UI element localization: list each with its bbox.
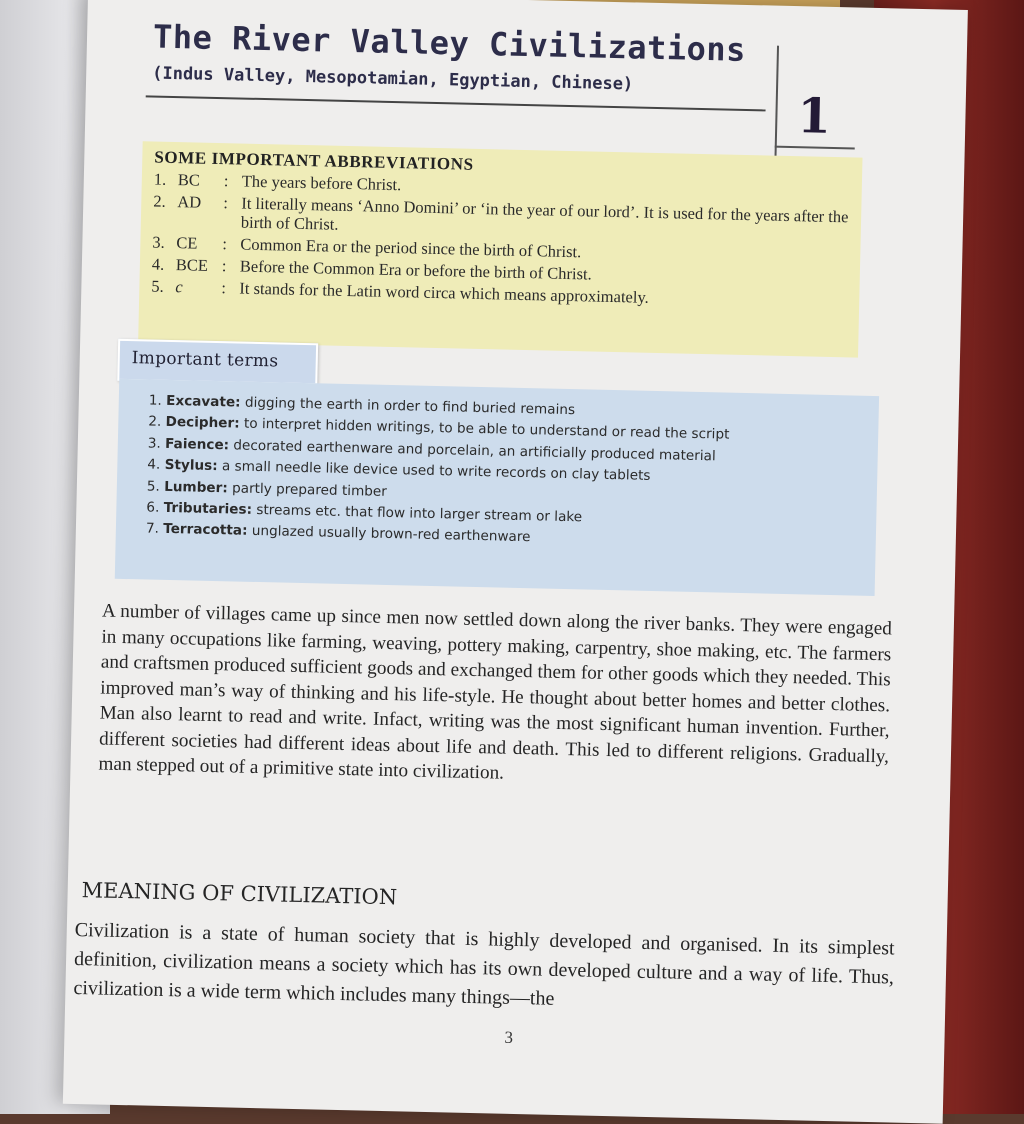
title-underline bbox=[146, 95, 766, 111]
term-word: Tributaries: bbox=[163, 499, 253, 518]
term-definition: digging the earth in order to find buried remains bbox=[244, 394, 576, 419]
term-number: 5. bbox=[146, 478, 161, 495]
abbreviation-separator: : bbox=[221, 278, 227, 298]
term-number: 4. bbox=[147, 456, 161, 473]
abbreviation-meaning: The years before Christ. bbox=[241, 171, 402, 195]
abbreviations-list bbox=[151, 170, 854, 315]
term-number: 3. bbox=[147, 435, 162, 452]
abbreviation-term: BC bbox=[177, 170, 201, 190]
term-definition: partly prepared timber bbox=[231, 479, 388, 500]
term-definition: decorated earthenware and porcelain, an artificially produced material bbox=[233, 437, 716, 465]
section-paragraph: Civilization is a state of human society that is highly developed and organised. In its simplest definition, civilization means a society which has its own developed culture and a way of life. Thus, civilization is a wide term which includes many things—the bbox=[73, 918, 895, 1010]
abbreviation-meaning: It literally means ‘Anno Domini’ or ‘in the year of our lord’. It is used for the years after the birth of Christ. bbox=[240, 193, 849, 234]
term-word: Decipher: bbox=[165, 414, 240, 432]
term-word: Lumber: bbox=[164, 478, 228, 496]
abbreviation-number: 2. bbox=[153, 191, 166, 211]
abbreviation-number: 1. bbox=[153, 169, 167, 189]
abbreviation-separator: : bbox=[222, 234, 228, 254]
term-word: Terracotta: bbox=[163, 521, 248, 540]
term-definition: to interpret hidden writings, to be able to understand or read the script bbox=[243, 416, 730, 444]
abbreviation-term: CE bbox=[176, 233, 198, 253]
term-number: 1. bbox=[148, 392, 162, 409]
term-definition: streams etc. that flow into larger stream or lake bbox=[256, 501, 583, 526]
chapter-title: The River Valley Civilizations bbox=[152, 17, 747, 69]
abbreviation-meaning: Common Era or the period since the birth of Christ. bbox=[240, 234, 582, 262]
abbreviation-number: 5. bbox=[151, 276, 165, 296]
page-number: 3 bbox=[504, 1027, 514, 1047]
important-terms-tag bbox=[117, 339, 318, 386]
term-definition: unglazed usually brown-red earthenware bbox=[251, 523, 531, 546]
term-word: Excavate: bbox=[165, 392, 241, 411]
chapter-subtitle: (Indus Valley, Mesopotamian, Egyptian, Chinese) bbox=[152, 63, 634, 95]
important-terms-box bbox=[115, 379, 879, 596]
abbreviation-term: c bbox=[175, 277, 183, 297]
abbreviation-number: 3. bbox=[152, 232, 165, 252]
book-page bbox=[63, 0, 968, 1124]
abbreviation-term: BCE bbox=[175, 255, 209, 275]
body-paragraph: A number of villages came up since men now settled down along the river banks. They were engaged in many occupations like farming, weaving, pottery making, carpentry, shoe making, etc. The farmers and craftsmen produced sufficient goods and exchanged them for other goods which they needed. This improved man’s way of thinking and his life-style. He thought about better homes and better clothes. Man also learnt to read and write. Infact, writing was the most significant human invention. Further, different societies had different ideas about life and death. This led to different religions. Gradually, man stepped out of a primitive state into civilization. bbox=[98, 600, 893, 784]
abbreviation-number: 4. bbox=[151, 254, 165, 274]
term-number: 2. bbox=[148, 413, 162, 431]
abbreviation-term: AD bbox=[177, 192, 202, 212]
term-word: Stylus: bbox=[164, 457, 218, 475]
abbreviation-meaning: It stands for the Latin word circa which means approximately. bbox=[239, 278, 649, 307]
term-definition: a small needle like device used to write records on clay tablets bbox=[221, 458, 651, 485]
section-heading: MEANING OF CIVILIZATION bbox=[81, 878, 398, 910]
abbreviation-separator: : bbox=[221, 256, 227, 276]
term-number: 6. bbox=[146, 499, 160, 516]
abbreviation-meaning: Before the Common Era or before the birth of Christ. bbox=[239, 256, 592, 284]
chapter-divider-horizontal bbox=[775, 146, 855, 150]
term-number: 7. bbox=[145, 520, 160, 538]
abbreviations-heading: SOME IMPORTANT ABBREVIATIONS bbox=[154, 147, 474, 174]
term-word: Faience: bbox=[164, 435, 230, 454]
abbreviations-box bbox=[138, 141, 862, 357]
important-terms-heading: Important terms bbox=[131, 348, 279, 372]
abbreviation-separator: : bbox=[223, 171, 229, 191]
chapter-number: 1 bbox=[796, 88, 832, 145]
abbreviation-separator: : bbox=[223, 193, 229, 213]
important-terms-list bbox=[146, 392, 869, 558]
